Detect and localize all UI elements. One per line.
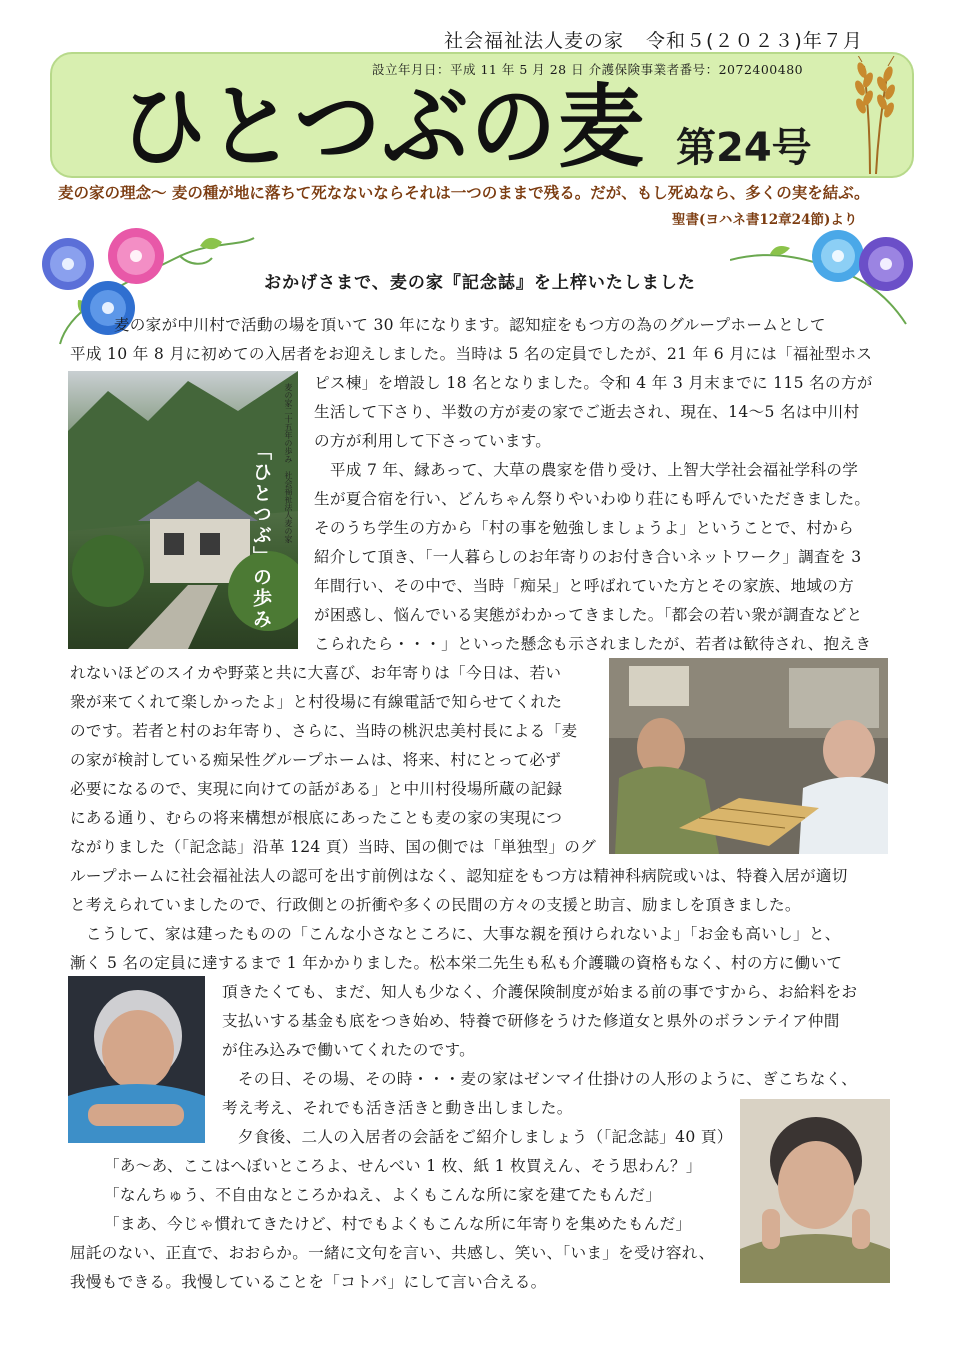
article-paragraph-line: そのうち学生の方から「村の事を勉強しましょうよ」ということで、村から bbox=[314, 519, 855, 537]
article-paragraph-line: が困惑し、悩んでいる実態がわかってきました。「都会の若い衆が調査などと bbox=[314, 606, 863, 624]
elderly-woman-portrait-photo bbox=[68, 976, 205, 1143]
article-paragraph-line: 麦の家が中川村で活動の場を頂いて 30 年になります。認知症をもつ方の為のグループホームとして bbox=[98, 316, 826, 334]
article-paragraph-line: 夕食後、二人の入居者の会話をご紹介しましょう（「記念誌」40 頁） bbox=[222, 1128, 733, 1146]
article-paragraph-line: の方が利用して下さっています。 bbox=[314, 432, 552, 450]
article-paragraph-line: ながりました（「記念誌」沿革 124 頁）当時、国の側では「単独型」のグ bbox=[70, 838, 597, 856]
wheat-icon bbox=[840, 56, 900, 174]
article-paragraph-line: 生が夏合宿を行い、どんちゃん祭りやいわゆり荘にも呼んでいただきました。 bbox=[314, 490, 871, 508]
article-paragraph-line: その日、その場、その時・・・麦の家はゼンマイ仕掛けの人形のように、ぎこちなく、 bbox=[222, 1070, 858, 1088]
smiling-elderly-woman-photo bbox=[740, 1099, 890, 1283]
article-paragraph-line: 衆が来てくれて楽しかったよ」と村役場に有線電話で知らせてくれた bbox=[70, 693, 563, 711]
article-paragraph-line: 平成 7 年、縁あって、大草の農家を借り受け、上智大学社会福祉学科の学 bbox=[314, 461, 859, 479]
issue-date: 令和５(２０２３)年７月 bbox=[646, 30, 863, 52]
article-paragraph-line: 平成 10 年 8 月に初めての入居者をお迎えしました。当時は 5 名の定員でしたが、21 年 6 月には「福祉型ホス bbox=[70, 345, 873, 363]
bible-citation: 聖書(ヨハネ書12章24節)より bbox=[672, 212, 858, 228]
article-paragraph-line: 紹介して頂き、「一人暮らしのお年寄りのお付き合いネットワーク」調査を 3 bbox=[314, 548, 862, 566]
book-cover-image bbox=[68, 371, 298, 649]
book-cover-title: 「ひとつぶ」の歩み bbox=[250, 441, 272, 630]
article-paragraph-line: 支払いする基金も底をつき始め、特養で研修をうけた修道女と県外のボランテイア仲間 bbox=[222, 1012, 840, 1030]
article-paragraph-line: れないほどのスイカや野菜と共に大喜び、お年寄りは「今日は、若い bbox=[70, 664, 562, 682]
article-paragraph-line: 年間行い、その中で、当時「痴呆」と呼ばれていた方とその家族、地域の方 bbox=[314, 577, 855, 595]
book-cover-subtitle: 麦の家二十五年の歩み 社会福祉法人麦の家 bbox=[284, 383, 293, 543]
issue-number: 第24号 bbox=[676, 125, 812, 171]
article-paragraph-line: こられたら・・・」といった懸念も示されましたが、若者は歓待され、抱えき bbox=[314, 635, 872, 653]
article-paragraph-line: にある通り、むらの将来構想が根底にあったことも麦の家の実現につ bbox=[70, 809, 563, 827]
article-paragraph-line: 頂きたくても、まだ、知人も少なく、介護保険制度が始まる前の事ですから、お給料をお bbox=[222, 983, 858, 1001]
article-paragraph-line: 必要になるので、実現に向けての話がある」と中川村役場所蔵の記録 bbox=[70, 780, 563, 798]
article-paragraph-line: ループホームに社会福祉法人の認可を出す前例はなく、認知症をもつ方は精神科病院或いは、特養入居が適切 bbox=[70, 867, 848, 885]
article-paragraph-line: ピス棟」を増設し 18 名となりました。令和 4 年 3 月末までに 115 名の方が bbox=[314, 374, 873, 392]
article-paragraph-line: と考えられていましたので、行政側との折衝や多くの民間の方々の支援と助言、励ましを頂きました。 bbox=[70, 896, 801, 914]
newsletter-title: ひとつぶの麦 bbox=[120, 75, 647, 181]
organization-name: 社会福祉法人麦の家 bbox=[444, 30, 625, 52]
article-paragraph-line: 生活して下さり、半数の方が麦の家でご逝去され、現在、14～5 名は中川村 bbox=[314, 403, 860, 421]
resident-quote: 「なんちゅう、不自由なところかねえ、よくもこんな所に家を建てたもんだ」 bbox=[104, 1186, 662, 1204]
article-paragraph-line: こうして、家は建ったものの「こんな小さなところに、大事な親を預けられないよ」「お金も高いし」と、 bbox=[70, 925, 841, 943]
elders-playing-shogi-photo bbox=[609, 658, 888, 854]
resident-quote: 「あ～あ、ここはへぼいところよ、せんべい 1 枚、紙 1 枚買えん、そう思わん？」 bbox=[104, 1157, 702, 1175]
philosophy-statement: 麦の家の理念～ 麦の種が地に落ちて死なないならそれは一つのままで残る。だが、もし死ぬなら、多くの実を結ぶ。 bbox=[58, 183, 870, 202]
article-paragraph-line: 屈託のない、正直で、おおらか。一緒に文句を言い、共感し、笑い、「いま」を受け容れ、 bbox=[70, 1244, 715, 1262]
established-info: 設立年月日：平成 11 年 5 月 28 日 介護保険事業者番号：2072400480 bbox=[372, 62, 804, 77]
article-paragraph-line: 漸く 5 名の定員に達するまで 1 年かかりました。松本栄二先生も私も介護職の資格もなく、村の方に働いて bbox=[70, 954, 843, 972]
article-headline: おかげさまで、麦の家『記念誌』を上梓いたしました bbox=[264, 273, 696, 293]
org-line bbox=[444, 26, 863, 53]
article-paragraph-line: 考え考え、それでも活き活きと動き出しました。 bbox=[222, 1099, 573, 1117]
article-paragraph-line: が住み込みで働いてくれたのです。 bbox=[222, 1041, 476, 1059]
article-paragraph-line: 我慢もできる。我慢していることを「コトバ」にして言い合える。 bbox=[70, 1273, 547, 1291]
resident-quote: 「まあ、今じゃ慣れてきたけど、村でもよくもこんな所に年寄りを集めたもんだ」 bbox=[104, 1215, 692, 1233]
article-paragraph-line: の家が検討している痴呆性グループホームは、将来、村にとって必ず bbox=[70, 751, 562, 769]
article-paragraph-line: のです。若者と村のお年寄り、さらに、当時の桃沢忠美村長による「麦 bbox=[70, 722, 578, 740]
